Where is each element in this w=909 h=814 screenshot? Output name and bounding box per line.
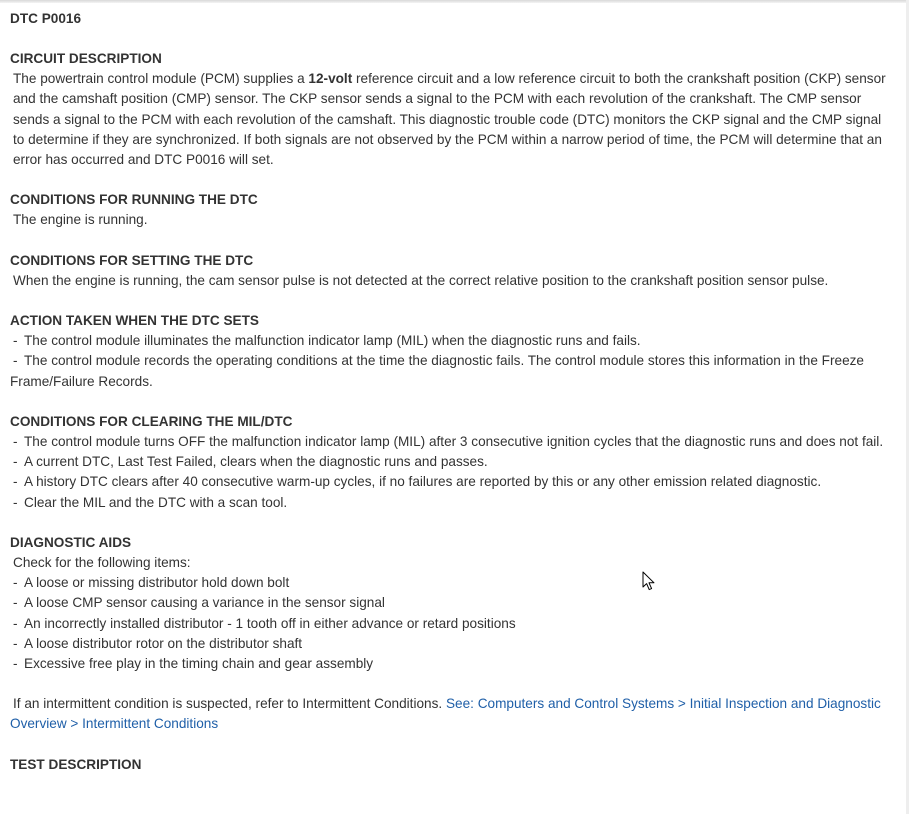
top-shadow-bar (0, 0, 909, 3)
section-heading-aids: DIAGNOSTIC AIDS (10, 534, 132, 550)
bullet-dash: - (13, 454, 18, 470)
intermittent-conditions-link[interactable]: See: Computers and Control Systems > Initial Inspection and Diagnostic Overview > Intermittent Conditions (10, 696, 881, 732)
mouse-pointer-icon (642, 571, 656, 591)
section-running (10, 190, 895, 230)
section-diagnostic-aids (10, 533, 895, 735)
aids-intro: Check for the following items: (13, 555, 191, 571)
intermittent-text: If an intermittent condition is suspected, refer to Intermittent Conditions. (13, 696, 446, 712)
document-content (10, 9, 895, 775)
intermittent-paragraph (10, 694, 895, 734)
list-item (10, 331, 895, 351)
bullet-dash: - (13, 494, 18, 510)
section-clearing (10, 412, 895, 513)
section-heading-clearing: CONDITIONS FOR CLEARING THE MIL/DTC (10, 413, 293, 429)
section-heading-action: ACTION TAKEN WHEN THE DTC SETS (10, 313, 259, 329)
bullet-dash: - (13, 595, 18, 611)
circuit-text-bold: 12-volt (308, 71, 353, 87)
section-setting (10, 251, 895, 291)
list-item-text: A loose distributor rotor on the distributor shaft (24, 635, 303, 651)
section-heading-test: TEST DESCRIPTION (10, 756, 142, 772)
list-item-text: The control module records the operating conditions at the time the diagnostic fails. The control module stores this information in the Freeze Frame/Failure Records. (10, 353, 864, 389)
circuit-description-text (10, 69, 895, 170)
list-item-text: A loose CMP sensor causing a variance in the sensor signal (24, 595, 385, 611)
list-item-text: A history DTC clears after 40 consecutive warm-up cycles, if no failures are reported by this or any other emission related diagnostic. (24, 474, 822, 490)
bullet-dash: - (13, 656, 18, 672)
setting-text: When the engine is running, the cam sensor pulse is not detected at the correct relative position to the crankshaft position sensor pulse. (13, 272, 829, 288)
section-heading-running: CONDITIONS FOR RUNNING THE DTC (10, 192, 258, 208)
list-item-text: An incorrectly installed distributor - 1 tooth off in either advance or retard positions (24, 615, 516, 631)
section-circuit-description (10, 49, 895, 170)
section-heading-circuit: CIRCUIT DESCRIPTION (10, 51, 162, 66)
bullet-dash: - (13, 635, 18, 651)
list-item (10, 472, 895, 492)
list-item (10, 593, 895, 613)
bullet-dash: - (13, 575, 18, 591)
bullet-dash: - (13, 615, 18, 631)
bullet-dash: - (13, 434, 18, 450)
list-item (10, 654, 895, 674)
bullet-dash: - (13, 474, 18, 490)
list-item (10, 614, 895, 634)
list-item (10, 573, 895, 593)
list-item-text: The control module illuminates the malfunction indicator lamp (MIL) when the diagnostic runs and fails. (24, 333, 641, 349)
list-item (10, 634, 895, 654)
running-text: The engine is running. (13, 212, 148, 228)
bullet-dash: - (13, 353, 18, 369)
list-item-text: A loose or missing distributor hold down bolt (24, 575, 290, 591)
circuit-text-pre: The powertrain control module (PCM) supplies a (13, 71, 309, 87)
list-item-text: The control module turns OFF the malfunction indicator lamp (MIL) after 3 consecutive ignition cycles that the diagnostic runs and does not fail. (24, 434, 884, 450)
section-heading-setting: CONDITIONS FOR SETTING THE DTC (10, 252, 254, 268)
list-item-text: A current DTC, Last Test Failed, clears when the diagnostic runs and passes. (24, 454, 488, 470)
bullet-dash: - (13, 333, 18, 349)
page-title: DTC P0016 (10, 11, 82, 26)
list-item-text: Clear the MIL and the DTC with a scan tool. (24, 494, 288, 510)
list-item (10, 432, 895, 452)
list-item (10, 493, 895, 513)
list-item (10, 351, 895, 391)
list-item (10, 452, 895, 472)
section-action (10, 311, 895, 392)
circuit-text-post: reference circuit and a low reference circuit to both the crankshaft position (CKP) sensor and the camshaft position (CMP) sensor. The CKP sensor sends a signal to the PCM with each revolution of the crankshaft. The CMP sensor sends a signal to the PCM with each revolution of the camshaft. This diagnostic trouble code (DTC) monitors the CKP signal and the CMP signal to determine if they are synchronized. If both signals are not observed by the PCM within a narrow period of time, the PCM will determine that an error has occurred and DTC P0016 will set. (13, 71, 886, 168)
list-item-text: Excessive free play in the timing chain and gear assembly (24, 656, 374, 672)
section-test-description (10, 755, 895, 775)
